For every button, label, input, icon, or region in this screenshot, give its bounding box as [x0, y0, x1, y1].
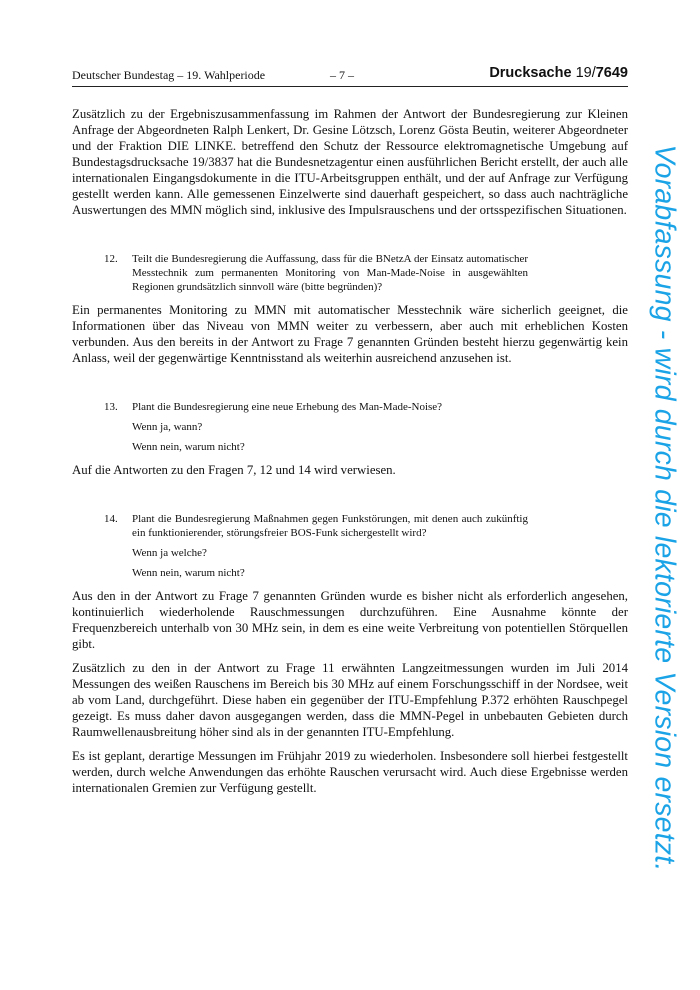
question-13 [104, 400, 528, 454]
header-publication: Deutscher Bundestag – 19. Wahlperiode [72, 68, 266, 82]
question-text: Plant die Bundesregierung Maßnahmen gegen Funkstörungen, mit denen auch zukünftig ein funktionierender, störungsfreier BOS-Funk sichergestellt wird? [132, 513, 528, 539]
question-sub-no: Wenn nein, warum nicht? [132, 441, 245, 453]
document-body [72, 106, 628, 796]
question-text: Teilt die Bundesregierung die Auffassung, dass für die BNetzA der Einsatz automatischer Messtechnik zum permanenten Monitoring von Man-Made-Noise in ausgewählten Regionen grundsätzlich sinnvoll wäre (bitte begründen)? [132, 253, 528, 293]
question-sub-yes: Wenn ja, wann? [132, 421, 203, 433]
question-sub-no: Wenn nein, warum nicht? [132, 567, 245, 579]
draft-watermark [628, 112, 700, 904]
answer-12: Ein permanentes Monitoring zu MMN mit automatischer Messtechnik wäre sicherlich geeignet, die Informationen über das Niveau von MMN weiter zu verbessern, aber auch mit erheblichen Kosten verbunden. Aus den bereits in der Antwort zu Frage 7 genannten Gründen besteht hierzu gegenwärtig kein Anlass, weil der gegenwärtige Kenntnisstand als weiterhin ausreichend anzusehen ist. [72, 303, 628, 365]
question-text: Plant die Bundesregierung eine neue Erhebung des Man-Made-Noise? [132, 401, 443, 413]
page-number: – 7 – [330, 68, 354, 82]
answer-14-paragraph-2: Zusätzlich zu den in der Antwort zu Frage 11 erwähnten Langzeitmessungen wurden im Juli 2014 Messungen des weißen Rauschens im Bereich bis 30 MHz auf einem Forschungsschiff in der Nordsee, weit ab vom Land, durchgeführt. Diese haben ein gegenüber der ITU-Empfehlung P.372 erhöhten Rauschpegel gezeigt. Es muss daher davon ausgegangen werden, dass die MMN-Pegel in unbebauten Gebieten durch Raumwellenausbreitung höher sind als in der genannten ITU-Empfehlung. [72, 661, 628, 739]
question-number: 12. [104, 253, 118, 265]
page-header [72, 66, 628, 87]
question-number: 13. [104, 401, 118, 413]
document-label: Drucksache [489, 65, 572, 81]
question-sub-yes: Wenn ja welche? [132, 547, 207, 559]
document-number-prefix: 19/ [575, 65, 596, 81]
intro-paragraph: Zusätzlich zu der Ergebniszusammenfassung im Rahmen der Antwort der Bundesregierung zur Kleinen Anfrage der Abgeordneten Ralph Lenkert, Dr. Gesine Lötzsch, Lorenz Gösta Beutin, weiterer Abgeordneter und der Fraktion DIE LINKE. betreffend den Schutz der Ressource elektromagnetische Umgebung auf Bundestagsdrucksache 19/3837 hat die Bundesnetzagentur einen ausführlichen Bericht erstellt, der auch alle internationalen Eingangsdokumente in die ITU-Arbeitsgruppen enthält, und der auf Anfrage zur Verfügung gestellt werden kann. Alle gemessenen Einzelwerte sind dauerhaft gespeichert, so dass auch nachträgliche Auswertungen des MMN möglich sind, inklusive des Impulsrauschens und der ortsspezifischen Situationen. [72, 107, 628, 217]
question-12 [104, 252, 528, 294]
question-number: 14. [104, 513, 118, 525]
question-14 [104, 512, 528, 580]
document-number [489, 65, 628, 81]
answer-14-paragraph-3: Es ist geplant, derartige Messungen im Frühjahr 2019 zu wiederholen. Insbesondere soll hierbei festgestellt werden, durch welche Anwendungen das erhöhte Rauschen verursacht wird. Auch diese Ergebnisse werden internationalen Gremien zur Verfügung gestellt. [72, 749, 628, 795]
document-number-bold: 7649 [595, 65, 628, 81]
answer-14-paragraph-1: Aus den in der Antwort zu Frage 7 genannten Gründen wurde es bisher nicht als erforderlich angesehen, kontinuierlich wiederholende Rauschmessungen durchzuführen. Eine Ausnahme könnte der Frequenzbereich unterhalb von 30 MHz sein, in dem es eine weite Verbreitung von potentiellen Störquellen gibt. [72, 589, 628, 651]
answer-13: Auf die Antworten zu den Fragen 7, 12 und 14 wird verwiesen. [72, 463, 396, 477]
watermark-text: Vorabfassung - wird durch die lektorierte Version ersetzt. [648, 144, 681, 872]
